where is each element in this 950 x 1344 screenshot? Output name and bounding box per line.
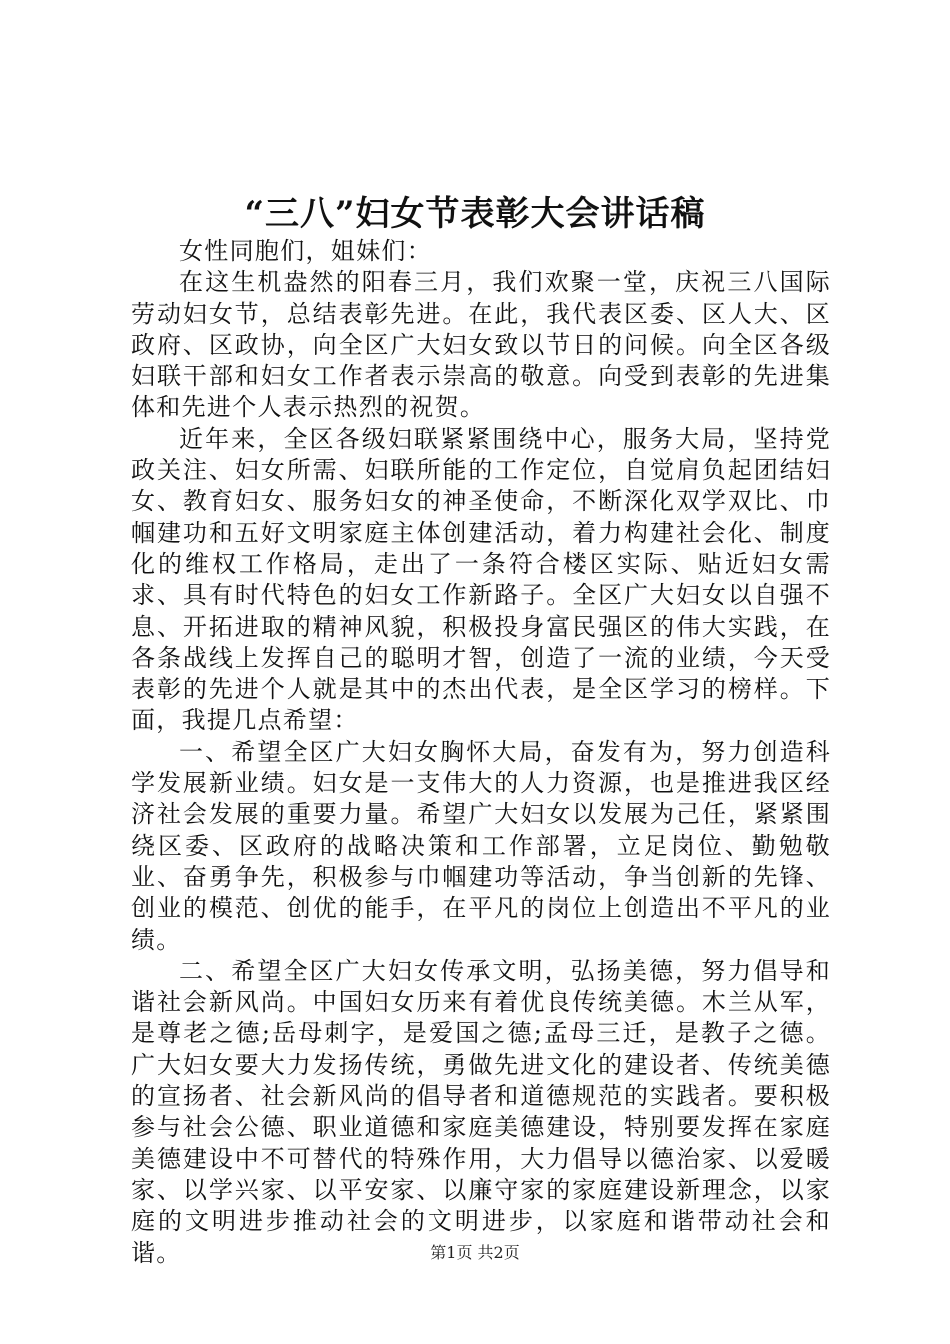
hope-one-paragraph: 一、希望全区广大妇女胸怀大局，奋发有为，努力创造科学发展新业绩。妇女是一支伟大的人力资源，也是推进我区经济社会发展的重要力量。希望广大妇女以发展为己任，紧紧围绕区委、区政府的战略决策和工作部署，立足岗位、勤勉敬业、奋勇争先，积极参与巾帼建功等活动，争当创新的先锋、创业的模范、创优的能手，在平凡的岗位上创造出不平凡的业绩。 — [131, 737, 831, 954]
review-paragraph: 近年来，全区各级妇联紧紧围绕中心，服务大局，坚持党政关注、妇女所需、妇联所能的工作定位，自觉肩负起团结妇女、教育妇女、服务妇女的神圣使命，不断深化双学双比、巾帼建功和五好文明家庭主体创建活动，着力构建社会化、制度化的维权工作格局，走出了一条符合楼区实际、贴近妇女需求、具有时代特色的妇女工作新路子。全区广大妇女以自强不息、开拓进取的精神风貌，积极投身富民强区的伟大实践，在各条战线上发挥自己的聪明才智，创造了一流的业绩，今天受表彰的先进个人就是其中的杰出代表，是全区学习的榜样。下面，我提几点希望： — [131, 424, 831, 735]
hope-two-paragraph: 二、希望全区广大妇女传承文明，弘扬美德，努力倡导和谐社会新风尚。中国妇女历来有着优良传统美德。木兰从军，是尊老之德;岳母刺字，是爱国之德;孟母三迁，是教子之德。广大妇女要大力发扬传统，勇做先进文化的建设者、传统美德的宣扬者、社会新风尚的倡导者和道德规范的实践者。要积极参与社会公德、职业道德和家庭美德建设，特别要发挥在家庭美德建设中不可替代的特殊作用，大力倡导以德治家、以爱暖家、以学兴家、以平安家、以廉守家的家庭建设新理念，以家庭的文明进步推动社会的文明进步，以家庭和谐带动社会和谐。 — [131, 956, 831, 1267]
salutation-paragraph: 女性同胞们，姐妹们： — [179, 237, 432, 265]
page-title: “三八”妇女节表彰大会讲话稿 — [244, 194, 706, 234]
opening-paragraph: 在这生机盎然的阳春三月，我们欢聚一堂，庆祝三八国际劳动妇女节，总结表彰先进。在此，我代表区委、区人大、区政府、区政协，向全区广大妇女致以节日的问候。向全区各级妇联干部和妇女工作者表示崇高的敬意。向受到表彰的先进集体和先进个人表示热烈的祝贺。 — [131, 268, 831, 422]
page-number-footer: 第1页 共2页 — [430, 1243, 520, 1262]
document-body — [131, 236, 831, 1269]
